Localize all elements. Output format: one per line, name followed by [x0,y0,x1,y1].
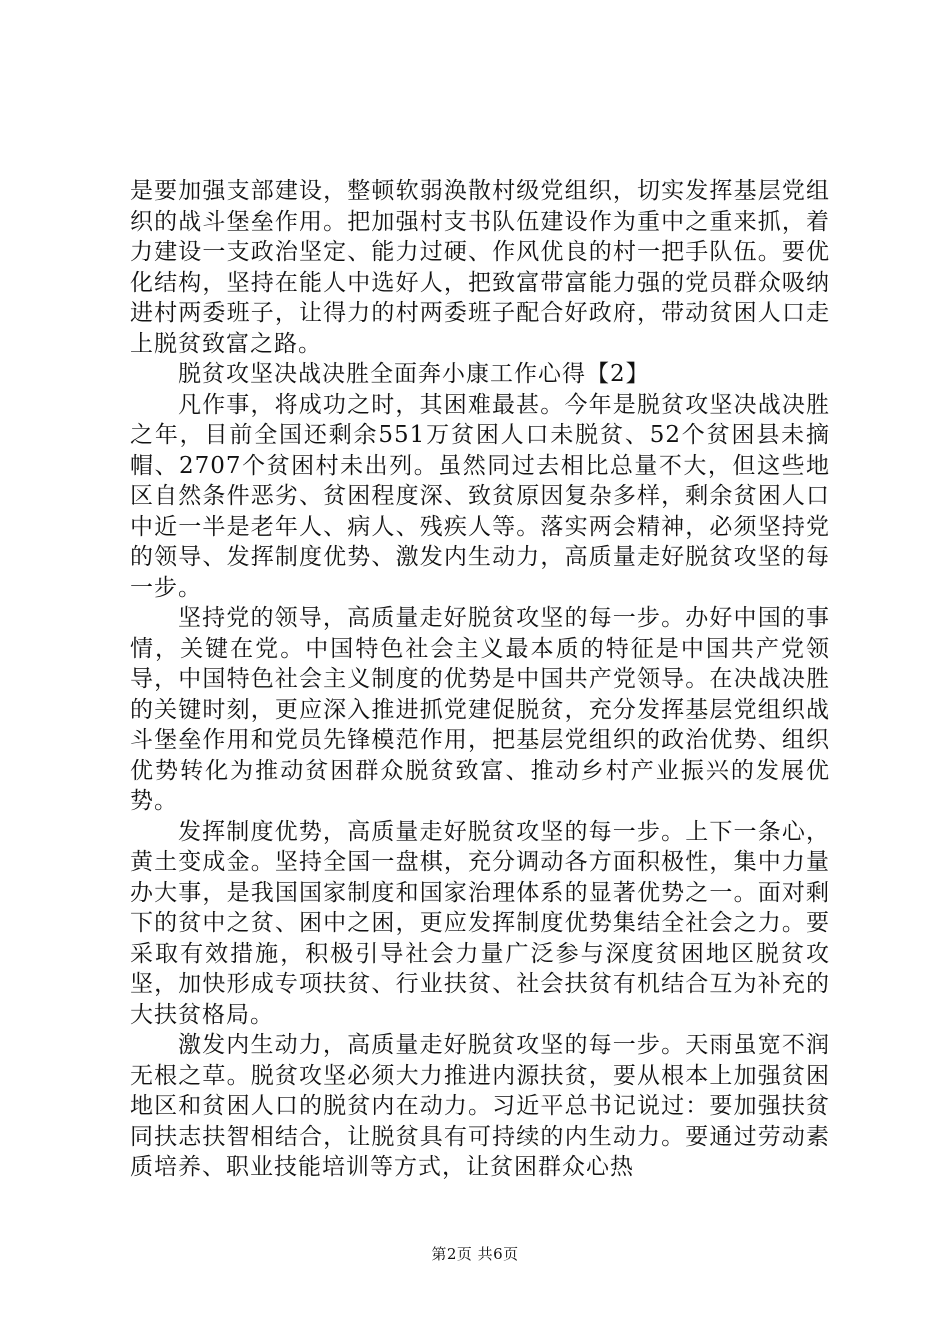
paragraph-internal-motivation: 激发内生动力，高质量走好脱贫攻坚的每一步。天雨虽宽不润无根之草。脱贫攻坚必须大力推进内源扶贫，要从根本上加强贫困地区和贫困人口的脱贫内在动力。习近平总书记说过：要加强扶贫同扶志扶智相结合，让脱贫具有可持续的内生动力。要通过劳动素质培养、职业技能培训等方式，让贫困群众心热 [130,1032,830,1180]
paragraph-continuation: 是要加强支部建设，整顿软弱涣散村级党组织，切实发挥基层党组织的战斗堡垒作用。把加强村支书队伍建设作为重中之重来抓，着力建设一支政治坚定、能力过硬、作风优良的村一把手队伍。要优化结构，坚持在能人中选好人，把致富带富能力强的党员群众吸纳进村两委班子，让得力的村两委班子配合好政府，带动贫困人口走上脱贫致富之路。 [130,178,830,357]
paragraph-intro: 凡作事，将成功之时，其困难最甚。今年是脱贫攻坚决战决胜之年，目前全国还剩余551万贫困人口未脱贫、52个贫困县未摘帽、2707个贫困村未出列。虽然同过去相比总量不大，但这些地区自然条件恶劣、贫困程度深、致贫原因复杂多样，剩余贫困人口中近一半是老年人、病人、残疾人等。落实两会精神，必须坚持党的领导、发挥制度优势、激发内生动力，高质量走好脱贫攻坚的每一步。 [130,391,830,601]
page-number: 第2页 共6页 [431,1245,519,1263]
document-body [130,176,830,1183]
section-title: 脱贫攻坚决战决胜全面奔小康工作心得【2】 [178,361,650,387]
page-footer [0,1243,950,1264]
paragraph-institutional-advantage: 发挥制度优势，高质量走好脱贫攻坚的每一步。上下一条心，黄土变成金。坚持全国一盘棋，充分调动各方面积极性，集中力量办大事，是我国国家制度和国家治理体系的显著优势之一。面对剩下的贫中之贫、困中之困，更应发挥制度优势集结全社会之力。要采取有效措施，积极引导社会力量广泛参与深度贫困地区脱贫攻坚，加快形成专项扶贫、行业扶贫、社会扶贫有机结合互为补充的大扶贫格局。 [130,818,830,1028]
paragraph-party-leadership: 坚持党的领导，高质量走好脱贫攻坚的每一步。办好中国的事情，关键在党。中国特色社会主义最本质的特征是中国共产党领导，中国特色社会主义制度的优势是中国共产党领导。在决战决胜的关键时刻，更应深入推进抓党建促脱贫，充分发挥基层党组织战斗堡垒作用和党员先锋模范作用，把基层党组织的政治优势、组织优势转化为推动贫困群众脱贫致富、推动乡村产业振兴的发展优势。 [130,605,830,814]
